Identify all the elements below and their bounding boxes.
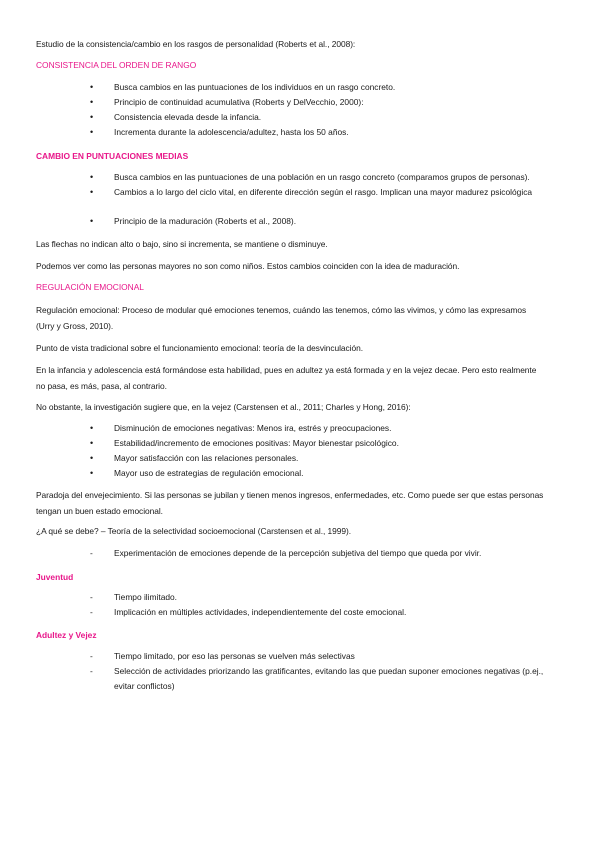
list-item: - Tiempo ilimitado. — [90, 590, 570, 605]
heading-juventud: Juventud — [36, 572, 74, 582]
list-item: • Mayor uso de estrategias de regulación emocional. — [90, 466, 570, 481]
dash-marker: - — [90, 592, 93, 602]
dash-marker: - — [90, 651, 93, 661]
bullet-icon — [90, 80, 100, 95]
list-item: • Busca cambios en las puntuaciones de los individuos en un rasgo concreto. — [90, 80, 570, 95]
list-item: • Busca cambios en las puntuaciones de una población en un rasgo concreto (comparamos grupos de personas). — [90, 170, 570, 185]
paragraph: Regulación emocional: Proceso de modular qué emociones tenemos, cuándo las tenemos, cómo las vivimos, y cómo las expresamos (Urry y Gross, 2010). — [36, 305, 527, 331]
list-item: • Consistencia elevada desde la infancia. — [90, 110, 570, 125]
paragraph: Las flechas no indican alto o bajo, sino si incrementa, se mantiene o disminuye. — [36, 239, 328, 249]
bullet-icon — [90, 421, 100, 436]
paragraph: Podemos ver como las personas mayores no son como niños. Estos cambios coinciden con la idea de maduración. — [36, 261, 460, 271]
heading-consistencia: CONSISTENCIA DEL ORDEN DE RANGO — [36, 60, 197, 70]
list-item: - Selección de actividades priorizando las gratificantes, evitando las que puedan suponer emociones negativas (p.ej., evitar conflictos) — [90, 666, 544, 691]
paragraph: No obstante, la investigación sugiere que, en la vejez (Carstensen et al., 2011; Charles y Hong, 2016): — [36, 402, 411, 412]
bullet-icon — [90, 436, 100, 451]
list-item: - Experimentación de emociones depende de la percepción subjetiva del tiempo que queda por vivir. — [90, 546, 570, 561]
paragraph: ¿A qué se debe? – Teoría de la selectividad socioemocional (Carstensen et al., 1999). — [36, 526, 351, 536]
dash-marker: - — [90, 607, 93, 617]
bullet-icon — [90, 185, 100, 200]
list-item: • Disminución de emociones negativas: Menos ira, estrés y preocupaciones. — [90, 421, 570, 436]
bullet-icon — [90, 466, 100, 481]
list-item: • Incrementa durante la adolescencia/adultez, hasta los 50 años. — [90, 125, 570, 140]
bullet-icon — [90, 95, 100, 110]
bullet-icon — [90, 451, 100, 466]
dash-marker: - — [90, 548, 93, 558]
paragraph: Paradoja del envejecimiento. Si las personas se jubilan y tienen menos ingresos, enfermedades, etc. Como puede ser que estas personas tengan un buen estado emocional. — [36, 490, 544, 516]
list-item: • Estabilidad/incremento de emociones positivas: Mayor bienestar psicológico. — [90, 436, 570, 451]
bullet-icon — [90, 214, 100, 229]
paragraph: En la infancia y adolescencia está formándose esta habilidad, pues en adultez ya está formada y en la vejez decae. Pero esto realmente no pasa, es más, pasa, al contrario. — [36, 365, 537, 391]
paragraph: Punto de vista tradicional sobre el funcionamiento emocional: teoría de la desvinculación. — [36, 343, 363, 353]
list-item: • Mayor satisfacción con las relaciones personales. — [90, 451, 570, 466]
list-item: • Principio de continuidad acumulativa (Roberts y DelVecchio, 2000): — [90, 95, 570, 110]
list-item: - Tiempo limitado, por eso las personas se vuelven más selectivas — [90, 649, 570, 664]
list-item: • Principio de la maduración (Roberts et al., 2008). — [90, 214, 570, 229]
dash-marker: - — [90, 666, 93, 676]
heading-cambio: CAMBIO EN PUNTUACIONES MEDIAS — [36, 151, 189, 161]
heading-regulacion: REGULACIÓN EMOCIONAL — [36, 282, 144, 292]
bullet-icon — [90, 110, 100, 125]
list-item: • Cambios a lo largo del ciclo vital, en diferente dirección según el rasgo. Implican una mayor madurez psicológica — [90, 185, 570, 215]
bullet-icon — [90, 125, 100, 140]
bullet-icon — [90, 170, 100, 185]
list-item: - Implicación en múltiples actividades, independientemente del coste emocional. — [90, 605, 570, 620]
heading-adultez: Adultez y Vejez — [36, 630, 97, 640]
intro-paragraph: Estudio de la consistencia/cambio en los rasgos de personalidad (Roberts et al., 2008): — [36, 39, 356, 49]
